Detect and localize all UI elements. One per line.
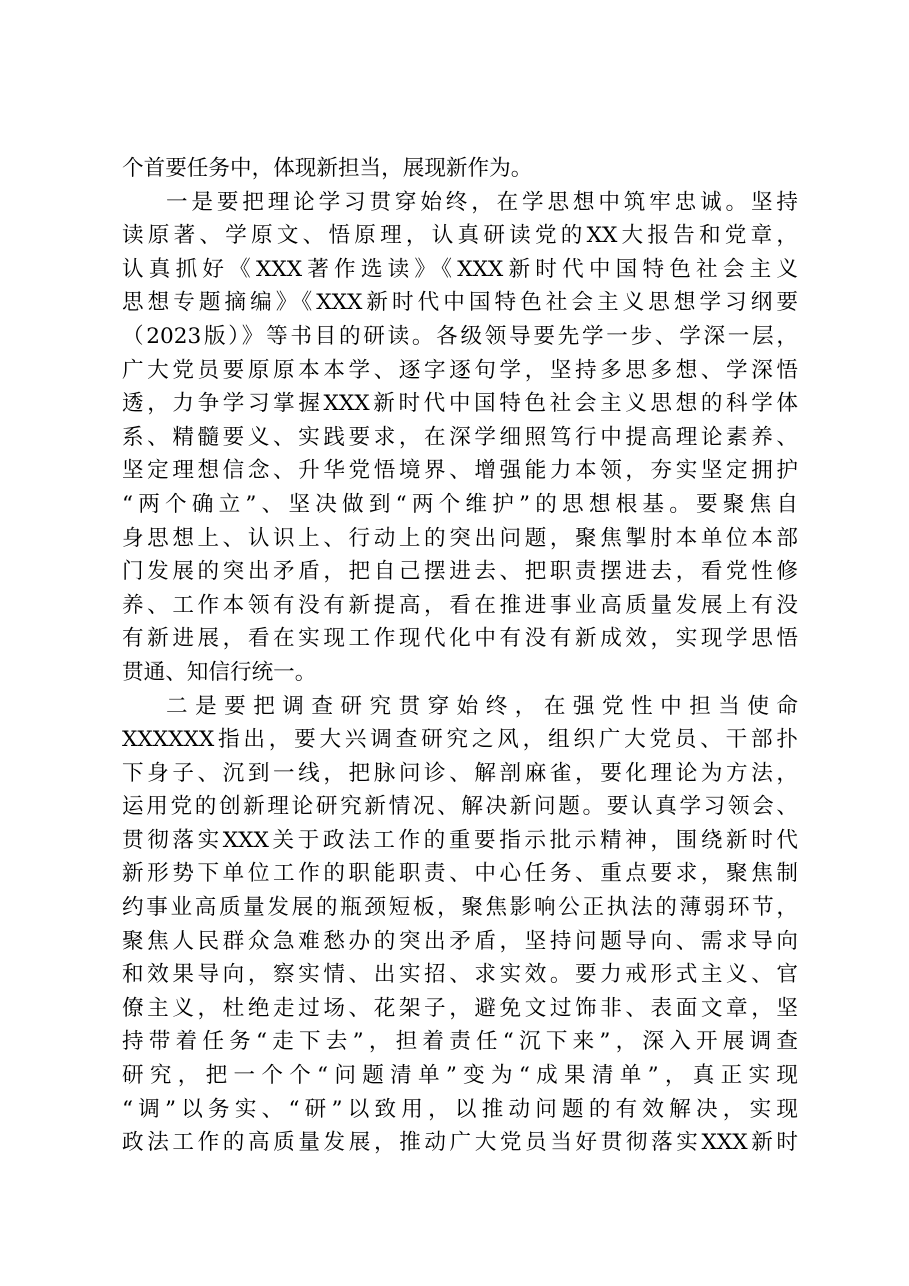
text-line: 二是要把调查研究贯穿始终，在强党性中担当使命	[166, 693, 798, 719]
text-line: 运用党的创新理论研究新情况、解决新问题。要认真学习领会、	[122, 794, 798, 820]
text-line: 门发展的突出矛盾，把自己摆进去、把职责摆进去，看党性修	[122, 559, 798, 585]
text-line: “调”以务实、“研”以致用，以推动问题的有效解决，实现	[122, 1096, 798, 1122]
document-body	[122, 152, 798, 1160]
text-line: 思想专题摘编》《XXX新时代中国特色社会主义思想学习纲要	[122, 290, 798, 316]
text-line: 和效果导向，察实情、出实招、求实效。要力戒形式主义、官	[122, 962, 798, 988]
text-line: 贯彻落实XXX关于政法工作的重要指示批示精神，围绕新时代	[122, 827, 798, 853]
text-line: 约事业高质量发展的瓶颈短板，聚焦影响公正执法的薄弱环节，	[122, 895, 798, 921]
text-line: 广大党员要原原本本学、逐字逐句学，坚持多思多想、学深悟	[122, 357, 798, 383]
text-line: 政法工作的高质量发展，推动广大党员当好贯彻落实XXX新时	[122, 1130, 798, 1156]
text-line: 新形势下单位工作的职能职责、中心任务、重点要求，聚焦制	[122, 861, 798, 887]
text-line: 坚定理想信念、升华党悟境界、增强能力本领，夯实坚定拥护	[122, 458, 798, 484]
text-line: 读原著、学原文、悟原理，认真研读党的XX大报告和党章，	[122, 223, 798, 249]
text-line: 研究，把一个个“问题清单”变为“成果清单”，真正实现	[122, 1063, 798, 1089]
text-line: 贯通、知信行统一。	[122, 659, 317, 685]
text-line: 僚主义，杜绝走过场、花架子，避免文过饰非、表面文章，坚	[122, 995, 798, 1021]
text-line: 个首要任务中，体现新担当，展现新作为。	[122, 156, 533, 181]
text-line: 聚焦人民群众急难愁办的突出矛盾，坚持问题导向、需求导向	[122, 928, 798, 954]
text-line: 认真抓好《XXX著作选读》《XXX新时代中国特色社会主义	[122, 256, 798, 282]
text-line: XXXXXX指出，要大兴调查研究之风，组织广大党员、干部扑	[122, 727, 798, 753]
text-line: 有新进展，看在实现工作现代化中有没有新成效，实现学思悟	[122, 626, 798, 652]
text-line: 养、工作本领有没有新提高，看在推进事业高质量发展上有没	[122, 592, 798, 618]
text-line: “两个确立”、坚决做到“两个维护”的思想根基。要聚焦自	[122, 491, 798, 517]
text-line: 下身子、沉到一线，把脉问诊、解剖麻雀，要化理论为方法，	[122, 760, 798, 786]
text-line: 身思想上、认识上、行动上的突出问题，聚焦掣肘本单位本部	[122, 525, 798, 551]
text-line: 一是要把理论学习贯穿始终，在学思想中筑牢忠诚。坚持	[166, 189, 798, 215]
text-line: 系、精髓要义、实践要求，在深学细照笃行中提高理论素养、	[122, 424, 798, 450]
text-line: 透，力争学习掌握XXX新时代中国特色社会主义思想的科学体	[122, 391, 798, 417]
text-line: 持带着任务“走下去”，担着责任“沉下来”，深入开展调查	[122, 1029, 798, 1055]
text-line: （2023版）》等书目的研读。各级领导要先学一步、学深一层，	[122, 323, 798, 349]
